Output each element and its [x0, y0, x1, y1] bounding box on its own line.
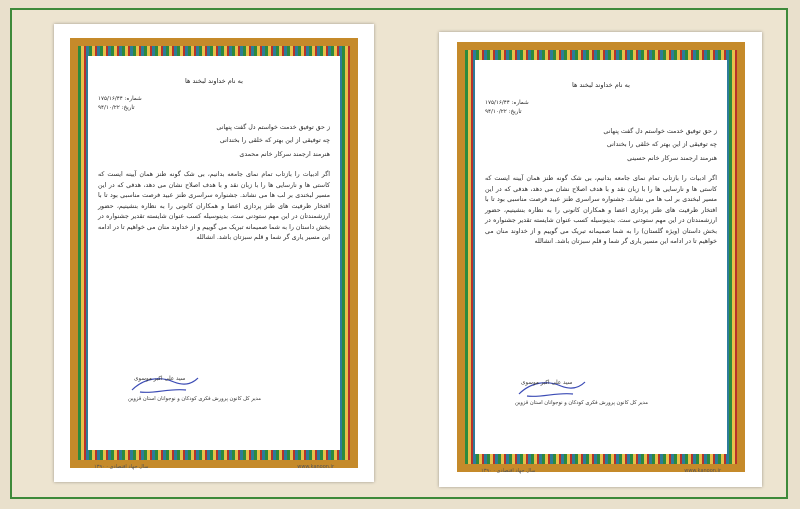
letter-number: شماره: ۱۷۵/۱۶/۴۴ [485, 99, 529, 106]
address-line: هنرمند ارجمند سرکار خانم محمدی [239, 150, 330, 158]
address-line: هنرمند ارجمند سرکار خانم حسینی [627, 154, 717, 162]
letter-footer [88, 464, 340, 470]
letter-number: شماره: ۱۷۵/۱۶/۴۴ [98, 95, 142, 102]
address-line: چه توفیقی از این بهتر که خلقی را بخندانی [219, 137, 330, 144]
footer-year: سال جهاد اقتصادی · ۱۳۹۰ [94, 464, 149, 470]
signer-name: سید علی اکبر موسوی [521, 380, 573, 386]
letter-content [475, 60, 727, 474]
picture-frame [10, 8, 788, 499]
letter-meta [98, 95, 180, 113]
signer-position: مدیر کل کانون پرورش فکری کودکان و نوجوانان استان قزوین [128, 396, 262, 402]
footer-website: www.kanoon.ir [684, 468, 721, 474]
address-line: ز حق توفیق خدمت خواستم دل گفت پنهانی [603, 127, 717, 135]
address-block [98, 123, 330, 161]
address-line: چه توفیقی از این بهتر که خلقی را بخندانی [606, 141, 717, 148]
footer-website: www.kanoon.ir [297, 464, 334, 470]
letter-heading: به نام خداوند لبخند ها [572, 81, 630, 89]
letter-heading: به نام خداوند لبخند ها [185, 77, 243, 85]
letter-content [88, 56, 340, 470]
letter-footer [475, 468, 727, 474]
address-block [485, 127, 717, 165]
letter-body: اگر ادبیات را بازتاب تمام نمای جامعه بدانیم، بی شک گونه طنز همان آیینه ایست که کاستی ها و نارسایی ها را با زبان نقد و با هدف اصلاح نشان می دهد، هدفی که در این مسیر لبخندی بر لب ها می نشاند. جشنواره سراسری طنز عبید فرصت مناسبی بود تا با افتخار ظرفیت های طنز پردازی اعضا و همکاران کانونی را به نظاره بنشینیم، حضور ارزشمندتان در این مهم ستودنی ست. بدینوسیله کسب عنوان شایسته تقدیر جشنواره در بخش داستان (ویژه گلستان) را به شما صمیمانه تبریک می گوییم و از خداوند منان می خواهیم تا در ادامه این مسیر یاری گر شما و قلم سبزتان باشد. انشالله [485, 175, 717, 245]
letter-body: اگر ادبیات را بازتاب تمام نمای جامعه بدانیم، بی شک گونه طنز همان آیینه ایست که کاستی ها و نارسایی ها را با زبان نقد و با هدف اصلاح نشان می دهد، هدفی که در این مسیر لبخندی بر لب ها می نشاند. جشنواره سراسری طنز عبید فرصت مناسبی بود تا با افتخار ظرفیت های طنز پردازی اعضا و همکاران کانونی را به نظاره بنشینیم، حضور ارزشمندتان در این مهم ستودنی ست. بدینوسیله کسب عنوان شایسته تقدیر جشنواره در بخش داستان را به شما صمیمانه تبریک می گوییم و از خداوند منان می خواهیم تا در ادامه این مسیر یاری گر شما و قلم سبزتان باشد. انشالله [98, 171, 330, 241]
signer-name: سید علی اکبر موسوی [134, 376, 186, 382]
signature-block [128, 372, 262, 414]
signature-block [515, 376, 649, 418]
certificate-left [54, 24, 374, 482]
certificate-right [439, 32, 762, 487]
letter-date: تاریخ: ۹۴/۱۰/۲۲ [485, 108, 522, 115]
signer-position: مدیر کل کانون پرورش فکری کودکان و نوجوانان استان قزوین [515, 400, 649, 406]
address-line: ز حق توفیق خدمت خواستم دل گفت پنهانی [216, 123, 330, 131]
letter-date: تاریخ: ۹۴/۱۰/۲۲ [98, 104, 135, 111]
footer-year: سال جهاد اقتصادی · ۱۳۹۰ [481, 468, 536, 474]
letter-meta [485, 99, 567, 117]
